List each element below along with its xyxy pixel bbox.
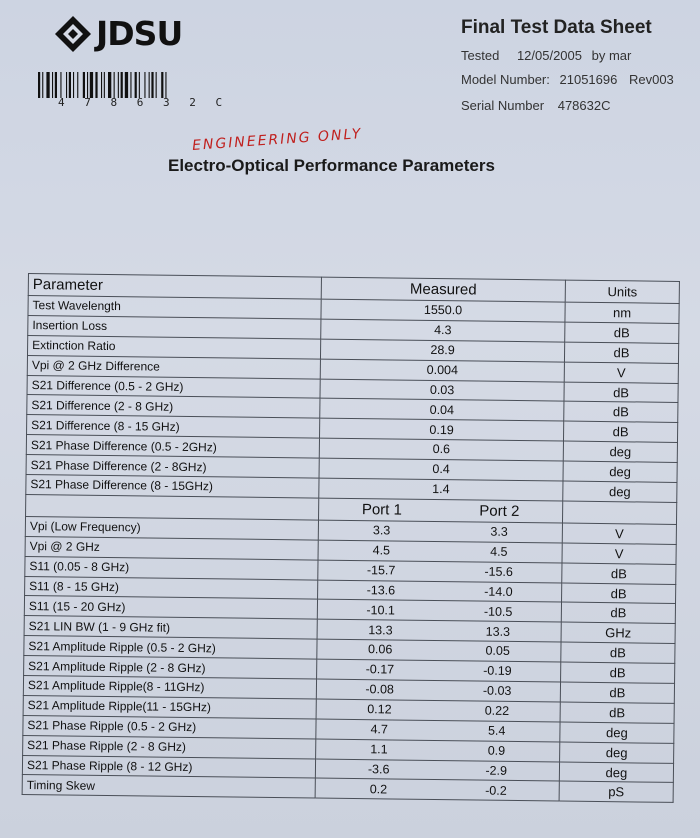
model-line xyxy=(461,72,674,87)
parameter-cell: S21 Phase Difference (0.5 - 2GHz) xyxy=(26,435,319,458)
measured-cell: 0.04 xyxy=(320,399,564,422)
units-cell: dB xyxy=(561,662,675,683)
parameter-cell: Insertion Loss xyxy=(28,315,321,338)
tested-date: 12/05/2005 xyxy=(516,48,583,63)
measured-cell: 4.3 xyxy=(321,319,565,342)
serial-label: Serial Number xyxy=(461,98,545,113)
header-parameter: Parameter xyxy=(28,274,321,300)
tested-line xyxy=(461,48,631,63)
port1-value: 0.06 xyxy=(367,642,393,657)
port1-value: -3.6 xyxy=(367,761,390,777)
units-cell: dB xyxy=(562,563,676,584)
measured-cell: 1550.0 xyxy=(321,299,565,322)
units-cell: dB xyxy=(561,603,675,624)
tested-label: Tested xyxy=(461,48,500,63)
port2-header: Port 2 xyxy=(479,502,520,520)
parameter-cell: Vpi @ 2 GHz xyxy=(25,536,318,559)
units-cell: dB xyxy=(565,322,679,343)
port-header-cell xyxy=(319,498,563,523)
parameter-cell: Vpi (Low Frequency) xyxy=(25,516,318,539)
measured-cell: 0.03 xyxy=(320,379,564,402)
port1-value: -10.1 xyxy=(366,602,395,618)
parameter-cell: Test Wavelength xyxy=(28,296,321,319)
units-cell: dB xyxy=(563,421,677,442)
units-cell: deg xyxy=(560,742,674,763)
units-cell: dB xyxy=(560,682,674,703)
measured-cell: 0.6 xyxy=(319,438,563,461)
header-units: Units xyxy=(565,280,679,303)
parameter-cell: Timing Skew xyxy=(22,775,315,798)
tested-by: by mar xyxy=(591,48,632,63)
port2-value: -10.5 xyxy=(483,604,513,619)
jdsu-logo xyxy=(54,14,182,53)
parameter-cell: S21 Amplitude Ripple(8 - 11GHz) xyxy=(23,676,316,699)
port1-value: 3.3 xyxy=(372,523,391,538)
units-cell: deg xyxy=(559,762,673,783)
units-cell: dB xyxy=(564,402,678,423)
serial-line xyxy=(461,98,611,113)
engineering-only-annotation: ENGINEERING ONLY xyxy=(191,126,363,154)
barcode-number: 4 7 8 6 3 2 C xyxy=(58,96,229,109)
port-header-units-blank xyxy=(562,501,676,524)
section-title: Electro-Optical Performance Parameters xyxy=(168,156,495,175)
port2-value: -0.2 xyxy=(485,783,507,798)
port1-value: 13.3 xyxy=(368,622,393,638)
measured-cell: 28.9 xyxy=(320,339,564,362)
port2-value: 3.3 xyxy=(490,524,508,539)
parameter-cell: S21 Amplitude Ripple (2 - 8 GHz) xyxy=(24,656,317,679)
port1-value: 4.5 xyxy=(372,543,391,558)
parameter-cell: S21 Difference (2 - 8 GHz) xyxy=(27,395,320,418)
measured-cell: 1.4 xyxy=(319,478,563,501)
units-cell: dB xyxy=(560,702,674,723)
units-cell: V xyxy=(562,543,676,564)
units-cell: dB xyxy=(561,642,675,663)
parameter-cell: S11 (0.05 - 8 GHz) xyxy=(25,556,318,579)
model-label: Model Number: xyxy=(461,72,550,87)
port2-value: 0.9 xyxy=(487,743,506,758)
port2-value: 4.5 xyxy=(490,544,508,559)
units-cell: deg xyxy=(560,722,674,743)
units-cell: deg xyxy=(563,461,677,482)
port1-value: 1.1 xyxy=(370,742,388,757)
units-cell: dB xyxy=(564,342,678,363)
port1-value: 0.2 xyxy=(369,781,388,797)
serial-value: 478632C xyxy=(557,98,611,113)
port2-value: -14.0 xyxy=(484,584,513,599)
port2-value: 0.05 xyxy=(485,644,510,659)
model-value: 21051696 xyxy=(559,72,618,87)
units-cell: GHz xyxy=(561,622,675,643)
measured-cell: 0.19 xyxy=(320,418,564,441)
port2-value: -15.6 xyxy=(484,564,513,579)
port1-value: -13.6 xyxy=(366,582,396,598)
sheet-title: Final Test Data Sheet xyxy=(461,17,652,38)
units-cell: dB xyxy=(564,382,678,403)
units-cell: V xyxy=(562,523,676,544)
measured-cell: 0.004 xyxy=(320,359,564,382)
performance-table xyxy=(22,273,680,803)
jdsu-diamond-icon xyxy=(54,15,92,53)
parameter-cell: S21 Amplitude Ripple (0.5 - 2 GHz) xyxy=(24,636,317,659)
parameter-cell: S11 (15 - 20 GHz) xyxy=(24,596,317,619)
logo-text: JDSU xyxy=(96,14,183,53)
parameter-cell: Vpi @ 2 GHz Difference xyxy=(27,355,320,378)
port1-header: Port 1 xyxy=(361,501,403,519)
header-measured: Measured xyxy=(321,277,565,302)
parameter-cell: S21 Amplitude Ripple(11 - 15GHz) xyxy=(23,695,316,718)
units-cell: deg xyxy=(563,481,677,502)
parameter-cell: Extinction Ratio xyxy=(27,335,320,358)
model-rev: Rev003 xyxy=(628,72,674,87)
port2-value: -2.9 xyxy=(485,763,508,778)
port2-value: -0.03 xyxy=(482,683,512,699)
parameter-cell: S21 Difference (0.5 - 2 GHz) xyxy=(27,375,320,398)
units-cell: V xyxy=(564,362,678,383)
barcode-icon xyxy=(38,72,206,98)
port1-value: 4.7 xyxy=(370,722,388,737)
units-cell: deg xyxy=(563,441,677,462)
port1-value: -0.17 xyxy=(365,662,395,677)
port1-value: 0.12 xyxy=(367,702,392,717)
measured-cell: 0.4 xyxy=(319,458,563,481)
units-cell: pS xyxy=(559,782,673,803)
port2-value: 13.3 xyxy=(485,624,511,639)
parameter-cell: S21 Phase Ripple (8 - 12 GHz) xyxy=(22,755,315,778)
port1-value: -15.7 xyxy=(366,563,396,578)
port2-value: -0.19 xyxy=(483,663,512,679)
parameter-cell: S11 (8 - 15 GHz) xyxy=(25,576,318,599)
parameter-cell: S21 Phase Difference (2 - 8GHz) xyxy=(26,455,319,478)
parameter-cell: S21 Phase Ripple (0.5 - 2 GHz) xyxy=(23,715,316,738)
parameter-cell: S21 Phase Ripple (2 - 8 GHz) xyxy=(23,735,316,758)
port-values-cell xyxy=(315,779,559,802)
parameter-cell: S21 LIN BW (1 - 9 GHz fit) xyxy=(24,616,317,639)
port2-value: 0.22 xyxy=(484,703,510,719)
port1-value: -0.08 xyxy=(365,682,395,697)
units-cell: dB xyxy=(562,583,676,604)
parameter-cell: S21 Difference (8 - 15 GHz) xyxy=(27,415,320,438)
parameter-cell: S21 Phase Difference (8 - 15GHz) xyxy=(26,475,319,498)
port2-value: 5.4 xyxy=(487,723,506,738)
units-cell: nm xyxy=(565,302,679,323)
